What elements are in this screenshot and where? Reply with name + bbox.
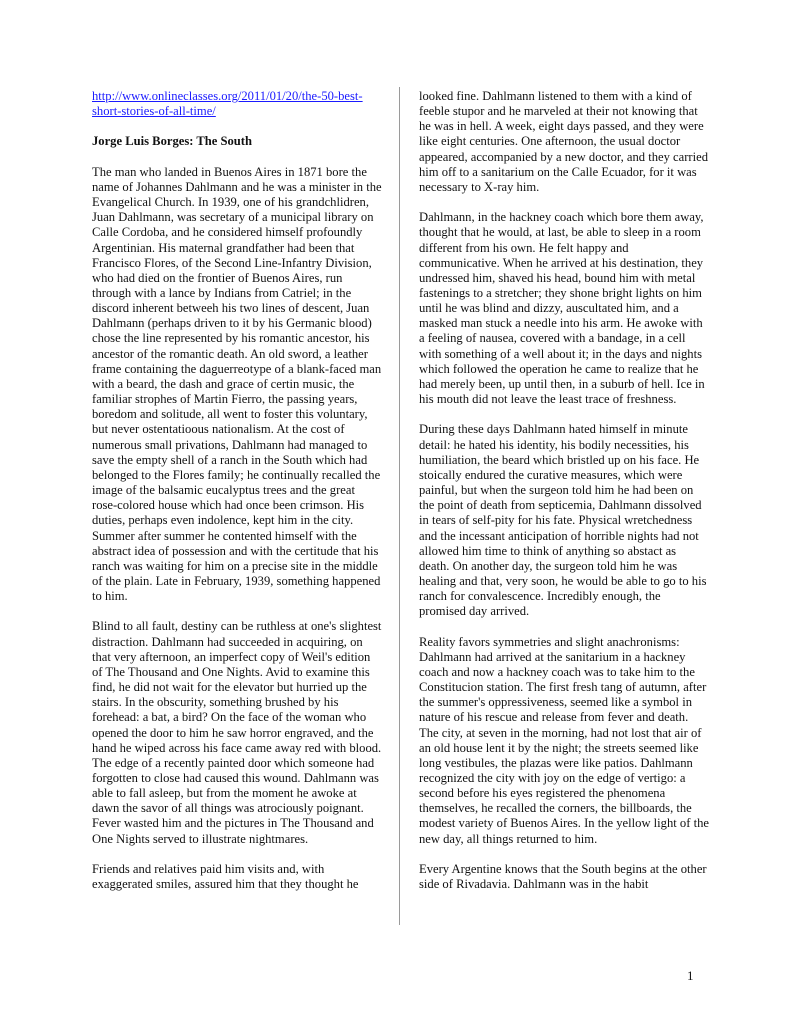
story-title: Jorge Luis Borges: The South — [92, 134, 253, 149]
column-divider — [399, 87, 400, 925]
paragraph: Every Argentine knows that the South begins at the other side of Rivadavia. Dahlmann was in the habit — [419, 861, 707, 892]
source-link[interactable]: http://www.onlineclasses.org/2011/01/20/the-50-best-short-stories-of-all-time/ — [92, 89, 363, 119]
paragraph: Dahlmann, in the hackney coach which bore them away, thought that he would, at last, be able to sleep in a room different from his own. He felt happy and communicative. When he arrived at his destination, they undressed him, shaved his head, bound him with metal fastenings to a stretcher; they shone bright lights on him until he was blind and dizzy, auscultated him, and a masked man stuck a needle into his arm. He awoke with a feeling of nausea, covered with a bandage, in a cell with something of a well about it; in the days and nights which followed the operation he came to realize that he had merely been, up until then, in a suburb of hell. Ice in his mouth did not leave the least trace of freshness. — [419, 210, 705, 407]
page-number: 1 — [687, 968, 694, 983]
right-column — [419, 89, 709, 907]
paragraph: During these days Dahlmann hated himself in minute detail: he hated his identity, his bodily necessities, his humiliation, the beard which bristled up on his face. He stoically endured the curative measures, which were painful, but when the surgeon told him he had been on the point of death from septicemia, Dahlmann dissolved in tears of self-pity for his fate. Physical wretchedness and the incessant anticipation of horrible nights had not allowed him time to think of anything so abstact as death. On another day, the surgeon told him he was healing and that, very soon, he would be able to go to his ranch for convalescence. Incredibly enough, the promised day arrived. — [419, 422, 707, 619]
paragraph: Blind to all fault, destiny can be ruthless at one's slightest distraction. Dahlmann had succeeded in acquiring, on that very afternoon, an imperfect copy of Weil's edition of The Thousand and One Nights. Avid to examine this find, he did not wait for the elevator but hurried up the stairs. In the obscurity, something brushed by his forehead: a bat, a bird? On the face of the woman who opened the door to him he saw horror engraved, and the hand he wiped across his face came away red with blood. The edge of a recently painted door which someone had forgotten to close had caused this wound. Dahlmann was able to fall asleep, but from the moment he awoke at dawn the savor of all things was atrociously poignant. Fever wasted him and the pictures in The Thousand and One Nights served to illustrate nightmares. — [92, 619, 382, 846]
paragraph: Friends and relatives paid him visits and, with exaggerated smiles, assured him that they thought he — [92, 861, 359, 892]
paragraph: Reality favors symmetries and slight anachronisms: Dahlmann had arrived at the sanitarium in a hackney coach and now a hackney coach was to take him to the Constitucion station. The first fresh tang of autumn, after the summer's oppressiveness, seemed like a symbol in nature of his rescue and release from fever and death. The city, at seven in the morning, had not lost that air of an old house lent it by the night; the streets seemed like long vestibules, the plazas were like patios. Dahlmann recognized the city with joy on the edge of vertigo: a second before his eyes registered the phenomena themselves, he recalled the corners, the billboards, the modest variety of Buenos Aires. In the yellow light of the new day, all things returned to him. — [419, 634, 709, 846]
paragraph: The man who landed in Buenos Aires in 1871 bore the name of Johannes Dahlmann and he was a minister in the Evangelical Church. In 1939, one of his grandchlidren, Juan Dahlmann, was secretary of a municipal library on Calle Cordoba, and he considered himself profoundly Argentinian. His maternal grandfather had been that Francisco Flores, of the Second Line-Infantry Division, who had died on the frontier of Buenos Aires, run through with a lance by Indians from Catriel; in the discord inherent betweeh his two lines of descent, Juan Dahlmann (perhaps driven to it by his Germanic blood) chose the line represented by his romantic ancestor, his ancestor of the romantic death. An old sword, a leather frame containing the daguerreotype of a blank-faced man with a beard, the dash and grace of certin music, the familiar strophes of Martin Fierro, the passing years, boredom and solitude, all went to foster this voluntary, but never ostentatioous nationalism. At the cost of numerous small privations, Dahlmann had managed to save the empty shell of a ranch in the South which had belonged to the Flores family; he continually recalled the image of the balsamic eucalyptus trees and the great rose-colored house which had once been crimson. His duties, perhaps even indolence, kept him in the city. Summer after summer he contented himself with the abstract idea of possession and with the certitude that his ranch was waiting for him on a precise site in the middle of the plain. Late in February, 1939, something happened to him. — [92, 164, 382, 604]
left-column — [92, 89, 382, 907]
paragraph: looked fine. Dahlmann listened to them with a kind of feeble stupor and he marveled at their not knowing that he was in hell. A week, eight days passed, and they were like eight centuries. One afternoon, the usual doctor appeared, accompanied by a new doctor, and they carried him off to a sanitarium on the Calle Ecuador, for it was necessary to X-ray him. — [419, 89, 709, 194]
